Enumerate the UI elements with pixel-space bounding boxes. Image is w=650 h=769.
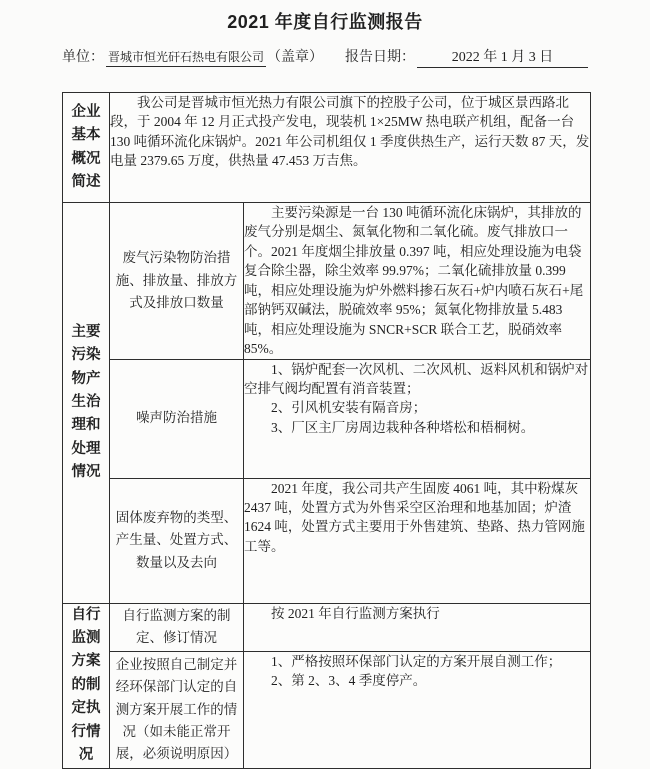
- content-noise: 1、锅炉配套一次风机、二次风机、返料风机和锅炉对空排气阀均配置有消音装置； 2、引风机安装有隔音房； 3、厂区主厂房周边栽种各种塔松和梧桐树。: [244, 359, 591, 478]
- table-row: [63, 203, 591, 360]
- content-enterprise-overview: 我公司是晋城市恒光热力有限公司旗下的控股子公司，位于城区景西路北段，于 2004 年 12 月正式投产发电，现装机 1×25MW 热电联产机组，配备一台 130 吨循环流化床锅炉。2021 年公司机组仅 1 季度供热生产，运行天数 87 天，发电量 2379.65 万度，供热量 47.453 万吉焦。: [110, 93, 591, 203]
- row-label-waste-gas: 废气污染物防治措施、排放量、排放方式及排放口数量: [110, 203, 244, 360]
- row-label-noise: 噪声防治措施: [110, 359, 244, 478]
- table-row: [63, 478, 591, 603]
- company-name: 晋城市恒光矸石热电有限公司: [106, 48, 266, 67]
- row-label-solid-waste: 固体废弃物的类型、产生量、处置方式、数量以及去向: [110, 478, 244, 603]
- table-row: [63, 93, 591, 203]
- seal-note: （盖章）: [267, 50, 324, 65]
- report-date-value: 2022 年 1 月 3 日: [417, 46, 588, 68]
- unit-label: 单位：: [62, 48, 104, 64]
- table-row: [63, 359, 591, 478]
- report-date-label: 报告日期：: [345, 48, 416, 64]
- report-header-line: [62, 46, 588, 68]
- content-solid-waste: 2021 年度，我公司共产生固废 4061 吨，其中粉煤灰 2437 吨，处置方式为外售采空区治理和地基加固；炉渣 1624 吨，处置方式主要用于外售建筑、垫路、热力管网施工等。: [244, 478, 591, 603]
- table-row: [63, 651, 591, 768]
- report-table: [62, 92, 591, 769]
- row-label-plan-execution: 企业按照自己制定并经环保部门认定的自测方案开展工作的情况（如未能正常开展，必须说明原因）: [110, 651, 244, 768]
- table-row: [63, 603, 591, 651]
- content-plan-execution: 1、严格按照环保部门认定的方案开展自测工作； 2、第 2、3、4 季度停产。: [244, 651, 591, 768]
- content-waste-gas: 主要污染源是一台 130 吨循环流化床锅炉，其排放的废气分别是烟尘、氮氧化物和二氧化硫。废气排放口一个。2021 年度烟尘排放量 0.397 吨，相应处理设施为电袋复合除尘器，除尘效率 99.97%；二氧化硫排放量 0.399 吨，相应处理设施为炉外燃料掺石灰石+炉内喷石灰石+尾部钠钙双碱法，脱硫效率 95%；氮氧化物排放量 5.483 吨，相应处理设施为 SNCR+SCR 联合工艺，脱硝效率 85%。: [244, 203, 591, 360]
- section-header-pollutants-treatment: 主要污染物产生治理和处理情况: [63, 203, 110, 604]
- row-label-plan-revision: 自行监测方案的制定、修订情况: [110, 603, 244, 651]
- section-header-monitoring-plan: 自行监测方案的制定执行情况: [63, 603, 110, 768]
- section-header-enterprise-overview: 企业基本概况简述: [63, 93, 110, 203]
- page-title: 2021 年度自行监测报告: [227, 12, 423, 32]
- content-plan-revision: 按 2021 年自行监测方案执行: [244, 603, 591, 651]
